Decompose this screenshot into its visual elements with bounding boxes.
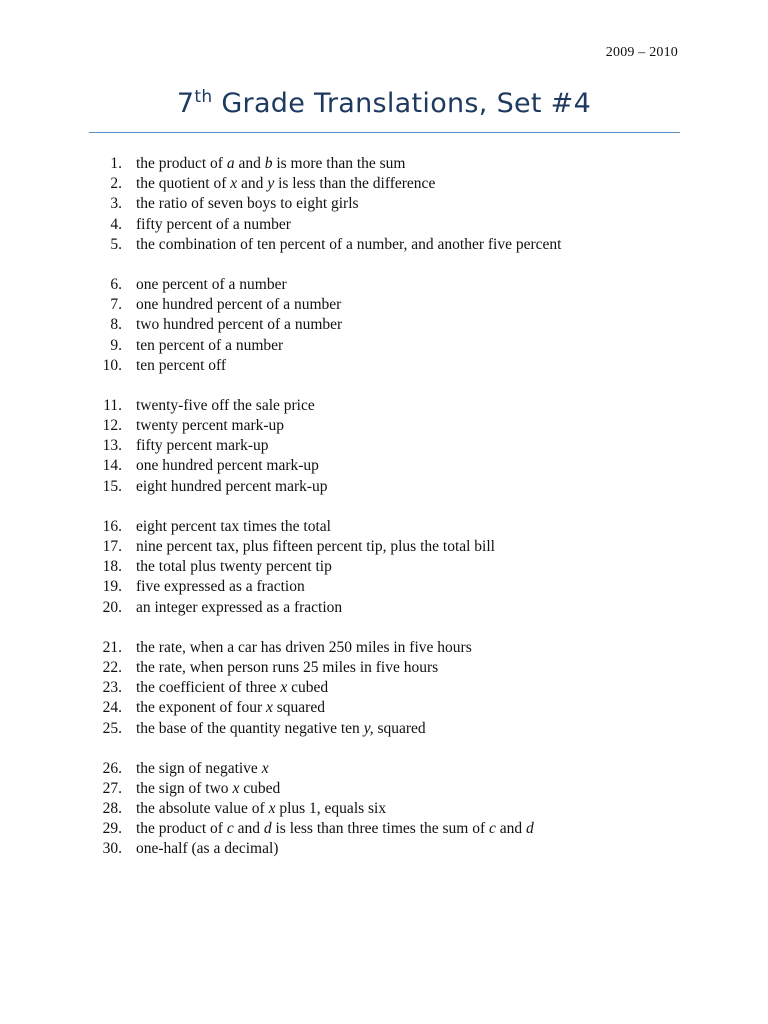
item-text: ten percent off [136,356,227,374]
list-item [0,154,768,174]
item-number: 1. [110,155,122,172]
list-item [0,275,768,295]
item-number: 14. [102,457,122,475]
item-number: 23. [102,679,122,697]
item-group [0,638,768,739]
list-item [0,779,768,799]
item-number: 26. [102,759,122,777]
item-number: 29. [102,820,122,838]
item-text: twenty percent mark-up [136,417,285,435]
item-text: the quotient of x and y is less than the difference [136,175,436,193]
item-number: 12. [102,417,122,435]
list-item [0,557,768,577]
list-item [0,356,768,376]
item-number: 9. [110,336,122,354]
item-number: 4. [110,215,122,233]
list-item [0,315,768,335]
list-item [0,215,768,235]
item-text: the coefficient of three x cubed [136,679,329,697]
item-number: 16. [102,517,122,535]
item-number: 7. [110,296,122,314]
list-item [0,477,768,497]
page-title [0,88,768,119]
list-item [0,336,768,356]
list-item [0,174,768,194]
item-text: twenty-five off the sale price [136,396,315,414]
item-number: 28. [102,800,122,818]
item-text: one hundred percent of a number [136,296,342,314]
item-number: 25. [102,719,122,737]
item-group [0,517,768,618]
item-number: 17. [102,538,122,555]
item-text: ten percent of a number [136,336,284,354]
item-text: the sign of negative x [136,759,269,777]
item-text: the rate, when person runs 25 miles in five hours [136,658,439,676]
item-text: one-half (as a decimal) [136,840,279,858]
list-item [0,839,768,859]
list-item [0,638,768,658]
item-group [0,275,768,376]
item-text: eight hundred percent mark-up [136,477,328,495]
translation-list [0,154,768,880]
item-number: 30. [102,840,122,858]
item-text: the sign of two x cubed [136,779,281,797]
list-item [0,799,768,819]
list-item [0,598,768,618]
list-item [0,396,768,416]
item-text: fifty percent mark-up [136,437,269,455]
title-grade-number: 7 [176,88,195,119]
item-text: the base of the quantity negative ten y, squared [136,719,426,737]
item-number: 21. [102,638,122,656]
list-item [0,436,768,456]
item-text: the product of c and d is less than three times the sum of c and d [136,820,534,838]
item-text: an integer expressed as a fraction [136,598,343,616]
item-text: one hundred percent mark-up [136,457,319,475]
item-text: fifty percent of a number [136,215,291,233]
item-number: 10. [102,356,122,374]
list-item [0,517,768,537]
item-number: 20. [102,598,122,616]
list-item [0,698,768,718]
item-text: two hundred percent of a number [136,316,343,334]
item-text: the combination of ten percent of a number, and another five percent [136,235,562,253]
item-number: 27. [102,779,122,797]
year-range: 2009 – 2010 [605,45,678,60]
item-group [0,154,768,255]
item-text: five expressed as a fraction [136,578,305,596]
title-divider [89,132,680,133]
item-text: nine percent tax, plus fifteen percent tip, plus the total bill [136,538,495,555]
item-number: 15. [102,477,122,495]
list-item [0,456,768,476]
item-text: the product of a and b is more than the sum [136,155,406,172]
item-text: the exponent of four x squared [136,699,325,717]
list-item [0,719,768,739]
item-number: 19. [102,578,122,596]
item-number: 5. [110,235,122,253]
item-number: 22. [102,658,122,676]
list-item [0,416,768,436]
item-number: 18. [102,558,122,576]
list-item [0,577,768,597]
item-text: eight percent tax times the total [136,517,331,535]
title-ordinal-suffix: th [194,87,213,107]
item-group [0,396,768,497]
list-item [0,235,768,255]
list-item [0,194,768,214]
list-item [0,295,768,315]
title-text: Grade Translations, Set #4 [212,88,592,119]
item-group [0,759,768,860]
item-number: 11. [103,396,122,414]
item-number: 24. [102,699,122,717]
list-item [0,537,768,557]
item-number: 8. [110,316,122,334]
list-item [0,658,768,678]
list-item [0,678,768,698]
item-number: 2. [110,175,122,193]
item-text: the absolute value of x plus 1, equals six [136,800,387,818]
item-text: the total plus twenty percent tip [136,558,332,576]
list-item [0,819,768,839]
item-text: one percent of a number [136,275,287,293]
item-number: 13. [102,437,122,455]
list-item [0,759,768,779]
item-text: the rate, when a car has driven 250 miles in five hours [136,638,472,656]
item-number: 6. [110,275,122,293]
item-text: the ratio of seven boys to eight girls [136,195,359,213]
item-number: 3. [110,195,122,213]
